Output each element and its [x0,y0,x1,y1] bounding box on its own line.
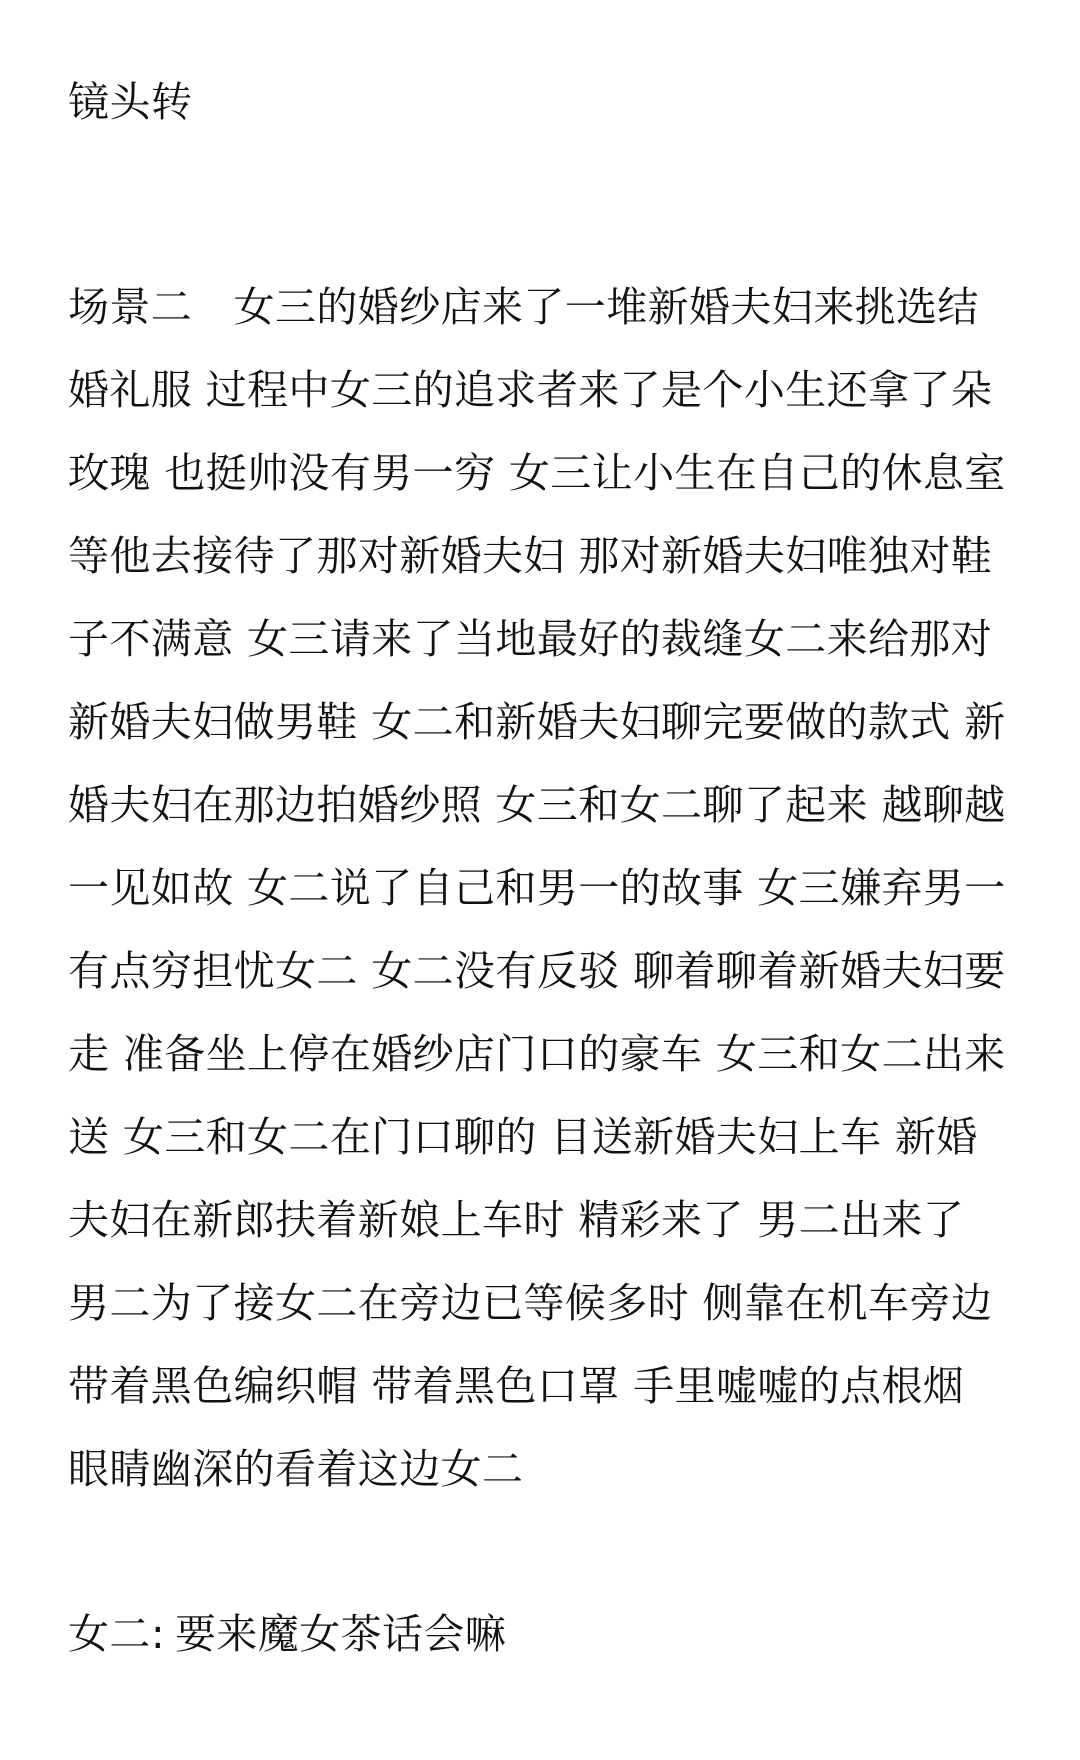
dialogue-line [68,1608,1010,1661]
scene-transition-heading: 镜头转 [68,78,193,126]
dialogue-text: 要来魔女茶话会嘛 [175,1610,507,1658]
scene-description-paragraph: 场景二 女三的婚纱店来了一堆新婚夫妇来挑选结婚礼服 过程中女三的追求者来了是个小生还拿了朵玫瑰 也挺帅没有男一穷 女三让小生在自己的休息室等他去接待了那对新婚夫妇 那对新婚夫妇唯独对鞋子不满意 女三请来了当地最好的裁缝女二来给那对新婚夫妇做男鞋 女二和新婚夫妇聊完要做的款式 新婚夫妇在那边拍婚纱照 女三和女二聊了起来 越聊越一见如故 女二说了自己和男一的故事 女三嫌弃男一有点穷担忧女二 女二没有反驳 聊着聊着新婚夫妇要走 准备坐上停在婚纱店门口的豪车 女三和女二出来送 女三和女二在门口聊的 目送新婚夫妇上车 新婚夫妇在新郎扶着新娘上车时 精彩来了 男二出来了 男二为了接女二在旁边已等候多时 侧靠在机车旁边带着黑色编织帽 带着黑色口罩 手里嘘嘘的点根烟 眼睛幽深的看着这边女二 [68,283,1006,1493]
dialogue-speaker: 女二 [68,1610,151,1658]
dialogue-colon: : [150,1610,166,1658]
